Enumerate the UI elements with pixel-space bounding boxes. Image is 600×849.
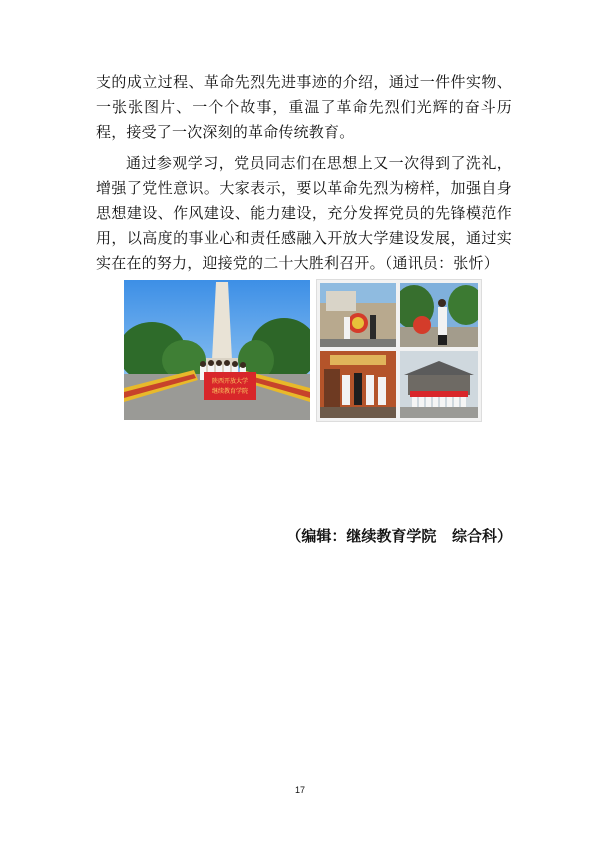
paragraph-1: 支的成立过程、革命先烈先进事迹的介绍，通过一件件实物、一张张图片、一个个故事，重温了革命先烈们光辉的奋斗历程，接受了一次深刻的革命传统教育。 xyxy=(96,73,512,141)
group-photo-monument xyxy=(124,280,310,420)
banner-line-1: 陕西开放大学 xyxy=(211,378,249,385)
monument-photo-image xyxy=(124,280,310,420)
collage-photo-exhibit xyxy=(320,351,396,418)
photo-collage xyxy=(316,279,482,422)
collage-photo-tribute xyxy=(400,283,478,347)
collage-photo-group xyxy=(400,351,478,418)
collage-photo-wreath xyxy=(320,283,396,347)
editor-credit: （编辑：继续教育学院 综合科） xyxy=(286,527,512,545)
page-number: 17 xyxy=(294,785,305,795)
banner-line-2: 继续教育学院 xyxy=(211,388,249,395)
paragraph-2: 通过参观学习，党员同志们在思想上又一次得到了洗礼，增强了党性意识。大家表示，要以革命先烈为榜样，加强自身思想建设、作风建设、能力建设，充分发挥党员的先锋模范作用，以高度的事业心和责任感融入开放大学建设发展，通过实实在在的努力，迎接党的二十大胜利召开。（通讯员：张忻） xyxy=(96,154,512,272)
